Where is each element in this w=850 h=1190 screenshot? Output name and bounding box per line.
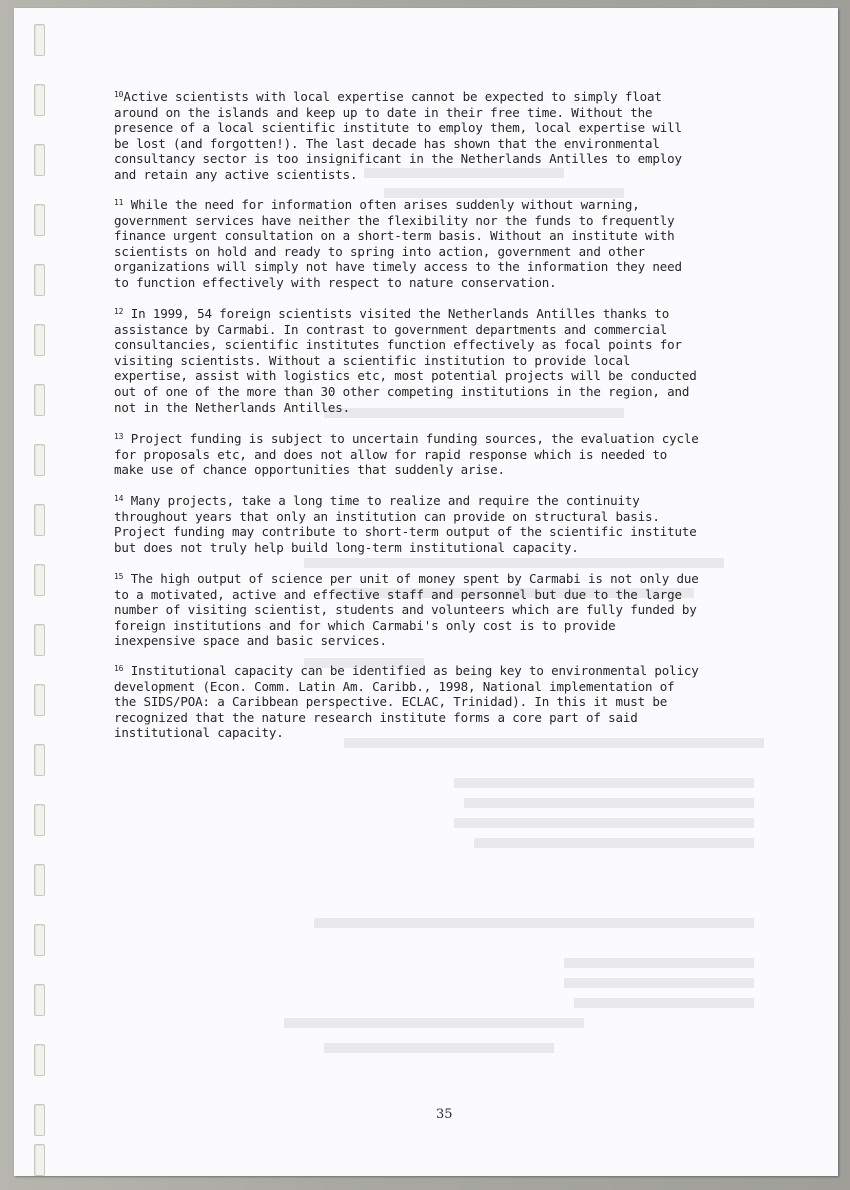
- footnote-number: 15: [114, 572, 124, 581]
- binding-hole: [34, 744, 45, 776]
- binding-hole: [34, 384, 45, 416]
- footnote-15: [114, 571, 784, 649]
- footnote-14: [114, 493, 784, 555]
- footnote-line: Institutional capacity can be identified as being key to environmental policy: [130, 663, 699, 678]
- footnote-line: Project funding is subject to uncertain funding sources, the evaluation cycle: [130, 431, 699, 446]
- footnote-line: expertise, assist with logistics etc, most potential projects will be conducted: [114, 368, 697, 384]
- footnote-number: 10: [114, 90, 124, 99]
- binding-hole: [34, 444, 45, 476]
- binding-hole: [34, 24, 45, 56]
- footnote-number: 13: [114, 432, 124, 441]
- binding-hole: [34, 1044, 45, 1076]
- binding-hole: [34, 324, 45, 356]
- binding-hole: [34, 684, 45, 716]
- footnote-line: government services have neither the flexibility nor the funds to frequently: [114, 212, 675, 228]
- footnote-line: but does not truly help build long-term institutional capacity.: [114, 539, 579, 555]
- binding-hole: [34, 624, 45, 656]
- binding-hole: [34, 264, 45, 296]
- binding-hole: [34, 504, 45, 536]
- footnote-number: 12: [114, 307, 124, 316]
- binding-hole: [34, 144, 45, 176]
- footnote-line: foreign institutions and for which Carmabi's only cost is to provide: [114, 617, 616, 633]
- footnote-line: In 1999, 54 foreign scientists visited the Netherlands Antilles thanks to: [130, 306, 670, 321]
- footnote-number: 11: [114, 198, 124, 207]
- footnote-line: make use of chance opportunities that suddenly arise.: [114, 462, 505, 478]
- footnote-line: number of visiting scientist, students and volunteers which are fully funded by: [114, 602, 697, 618]
- footnote-line: for proposals etc, and does not allow for rapid response which is needed to: [114, 446, 668, 462]
- footnote-line: the SIDS/POA: a Caribbean perspective. ECLAC, Trinidad). In this it must be: [114, 694, 668, 710]
- footnote-line: to function effectively with respect to nature conservation.: [114, 274, 557, 290]
- footnote-12: [114, 306, 784, 415]
- footnote-line: The high output of science per unit of money spent by Carmabi is not only due: [130, 571, 699, 586]
- footnote-13: [114, 431, 784, 478]
- footnote-10: [114, 89, 784, 183]
- binding-hole: [34, 1104, 45, 1136]
- footnote-line: scientists on hold and ready to spring into action, government and other: [114, 243, 646, 259]
- footnote-line: Project funding may contribute to short-term output of the scientific institute: [114, 524, 697, 540]
- footnote-line: to a motivated, active and effective staff and personnel but due to the large: [114, 586, 682, 602]
- footnote-line: be lost (and forgotten!). The last decade has shown that the environmental: [114, 135, 660, 151]
- footnote-line: presence of a local scientific institute to employ them, local expertise will: [114, 120, 682, 136]
- binding-holes: [20, 14, 50, 1174]
- footnote-number: 14: [114, 494, 124, 503]
- footnote-number: 16: [114, 664, 124, 673]
- footnote-line: consultancies, scientific institutes function effectively as focal points for: [114, 337, 682, 353]
- footnote-line: out of one of the more than 30 other competing institutions in the region, and: [114, 383, 690, 399]
- binding-hole: [34, 84, 45, 116]
- binding-hole: [34, 804, 45, 836]
- footnote-line: finance urgent consultation on a short-term basis. Without an institute with: [114, 228, 675, 244]
- page-number: 35: [436, 1107, 453, 1122]
- footnote-16: [114, 663, 784, 741]
- footnote-line: not in the Netherlands Antilles.: [114, 399, 351, 415]
- footnote-line: inexpensive space and basic services.: [114, 633, 387, 649]
- binding-hole: [34, 1144, 45, 1176]
- footnote-line: visiting scientists. Without a scientific institution to provide local: [114, 352, 631, 368]
- footnote-line: consultancy sector is too insignificant in the Netherlands Antilles to employ: [114, 151, 682, 167]
- footnote-line: around on the islands and keep up to date in their free time. Without the: [114, 104, 653, 120]
- binding-hole: [34, 204, 45, 236]
- binding-hole: [34, 864, 45, 896]
- footnote-line: development (Econ. Comm. Latin Am. Caribb., 1998, National implementation of: [114, 678, 675, 694]
- footnote-line: assistance by Carmabi. In contrast to government departments and commercial: [114, 321, 668, 337]
- footnote-line: throughout years that only an institution can provide on structural basis.: [114, 508, 660, 524]
- binding-hole: [34, 984, 45, 1016]
- footnote-line: While the need for information often arises suddenly without warning,: [130, 197, 640, 212]
- binding-hole: [34, 564, 45, 596]
- footnote-line: Active scientists with local expertise cannot be expected to simply float: [123, 89, 662, 104]
- footnote-line: institutional capacity.: [114, 725, 284, 741]
- footnote-line: and retain any active scientists.: [114, 166, 358, 182]
- footnote-line: recognized that the nature research institute forms a core part of said: [114, 709, 638, 725]
- binding-hole: [34, 924, 45, 956]
- footnote-11: [114, 197, 784, 291]
- footnote-line: Many projects, take a long time to realize and require the continuity: [130, 493, 640, 508]
- footnote-line: organizations will simply not have timely access to the information they need: [114, 259, 682, 275]
